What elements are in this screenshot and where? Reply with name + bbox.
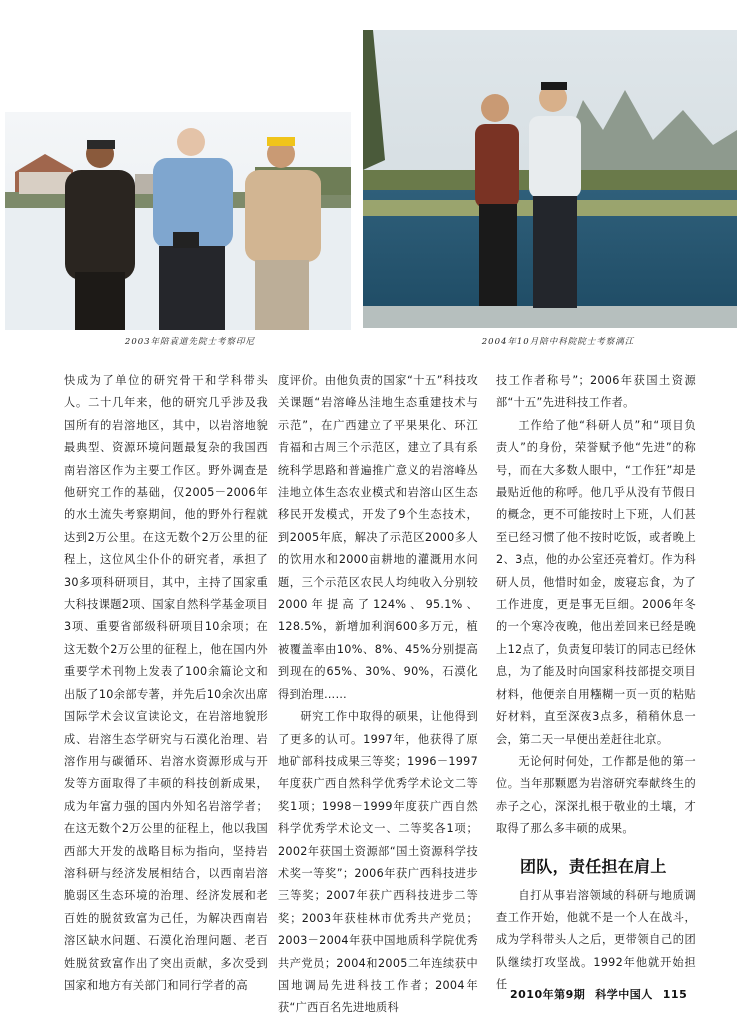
paragraph: 技工作者称号”；2006年获国土资源部“十五”先进科技工作者。 (496, 374, 696, 410)
magazine-name: 科学中国人 (595, 988, 653, 1001)
paragraph: 工作给了他“科研人员”和“项目负责人”的身份，荣誉赋予他“先进”的称号，而在大多数人眼中，“工作狂”却是最贴近他的称呼。他几乎从没有节假日的概念，更不可能按时上下班，人们甚至已经习惯了他不按时吃饭，或者晚上2、3点，他的办公室还亮着灯。作为科研人员，他惜时如金，废寝忘食，为了工作进度，更是事无巨细。2006年冬的一个寒冷夜晚，他出差回来已经是晚上12点了，负责复印装订的同志已经休息，为了能及时向国家科技部提交项目材料，他便亲自用糨糊一页一页的粘贴好材料，直至深夜3点多，稍稍休息一会，第二天一早便出差赶往北京。 (496, 418, 696, 746)
photo-indonesia (5, 112, 351, 330)
article-column-2 (278, 370, 478, 1020)
issue-label: 2010年第9期 (510, 988, 586, 1001)
page-number: 115 (662, 988, 688, 1001)
paragraph: 无论何时何处，工作都是他的第一位。当年那颗愿为岩溶研究奉献终生的赤子之心，深深扎根于敬业的土壤，才取得了那么多丰硕的成果。 (496, 754, 696, 836)
paragraph: 自打从事岩溶领域的科研与地质调查工作开始，他就不是一个人在战斗，成为学科带头人之后，更带领自己的团队继续打攻坚战。1992年他就开始担任 (496, 888, 696, 992)
article-column-3 (496, 370, 696, 997)
article-column-1 (64, 370, 268, 997)
photo-lijiang (363, 30, 737, 328)
photo-caption-1: 2003年陪袁道先院士考察印尼 (124, 337, 256, 347)
paragraph: 度评价。由他负责的国家“十五”科技攻关课题“岩溶峰丛洼地生态重建技术与示范”，在广西建立了平果果化、环江肯福和古周三个示范区，建立了具有系统科学思路和普遍推广意义的岩溶峰丛洼地立体生态农业模式和岩溶山区生态移民开发模式，开发了9个生态技术，到2005年底，解决了示范区2000多人的饮用水和2000亩耕地的灌溉用水问题，三个示范区农民人均纯收入分别较2000年提高了124%、95.1%、128.5%，新增加利润600多万元，植被覆盖率由10%、8%、45%分别提高到现在的65%、30%、90%，石漠化得到治理…… (278, 374, 478, 701)
photo-caption-2: 2004年10月陪中科院院士考察漓江 (481, 337, 635, 347)
paragraph: 研究工作中取得的硕果，让他得到了更多的认可。1997年，他获得了原地矿部科技成果三等奖；1996－1997年度获广西自然科学优秀学术论文二等奖1项；1998－1999年度获广西自然科学优秀学术论文一、二等奖各1项；2002年获国土资源部“国土资源科学技术奖一等奖”；2006年获广西科技进步三等奖；2007年获广西科技进步二等奖；2003年获桂林市优秀共产党员；2003－2004年获中国地质科学院优秀共产党员；2004和2005二年连续获中国地调局先进科技工作者；2004年获“广西百名先进地质科 (278, 710, 478, 1015)
page-footer (510, 986, 697, 1002)
paragraph: 快成为了单位的研究骨干和学科带头人。二十几年来，他的研究几乎涉及我国所有的岩溶地区，其中，以岩溶地貌最典型、资源环境问题最复杂的我国西南岩溶区作为主要工作区。野外调查是他研究工作的基础，仅2005－2006年的水土流失考察期间，他的野外行程就达到2万公里。在这无数个2万公里的征程上，这位风尘仆仆的研究者，承担了30多项科研项目，其中，主持了国家重大科技课题2项、国家自然科学基金项目3项、重要省部级科研项目10余项；在这无数个2万公里的征程上，他在国内外重要学术刊物上发表了100余篇论文和出版了10余部专著，并先后10余次出席国际学术会议宣读论文，在岩溶地貌形成、岩溶生态学研究与石漠化治理、岩溶作用与碳循环、岩溶水资源形成与开发等方面取得了丰硕的科技创新成果，成为年富力强的国内外知名岩溶学者；在这无数个2万公里的征程上，他以我国西部大开发的战略目标为指向，坚持岩溶科研与经济发展相结合，以西南岩溶脆弱区生态环境的治理、经济发展和老百姓的脱贫致富为己任，为解决西南岩溶区缺水问题、石漠化治理问题、老百姓脱贫致富作出了突出贡献，多次受到国家和地方有关部门和同行学者的高 (64, 374, 268, 992)
section-heading: 团队，责任担在肩上 (520, 856, 667, 876)
